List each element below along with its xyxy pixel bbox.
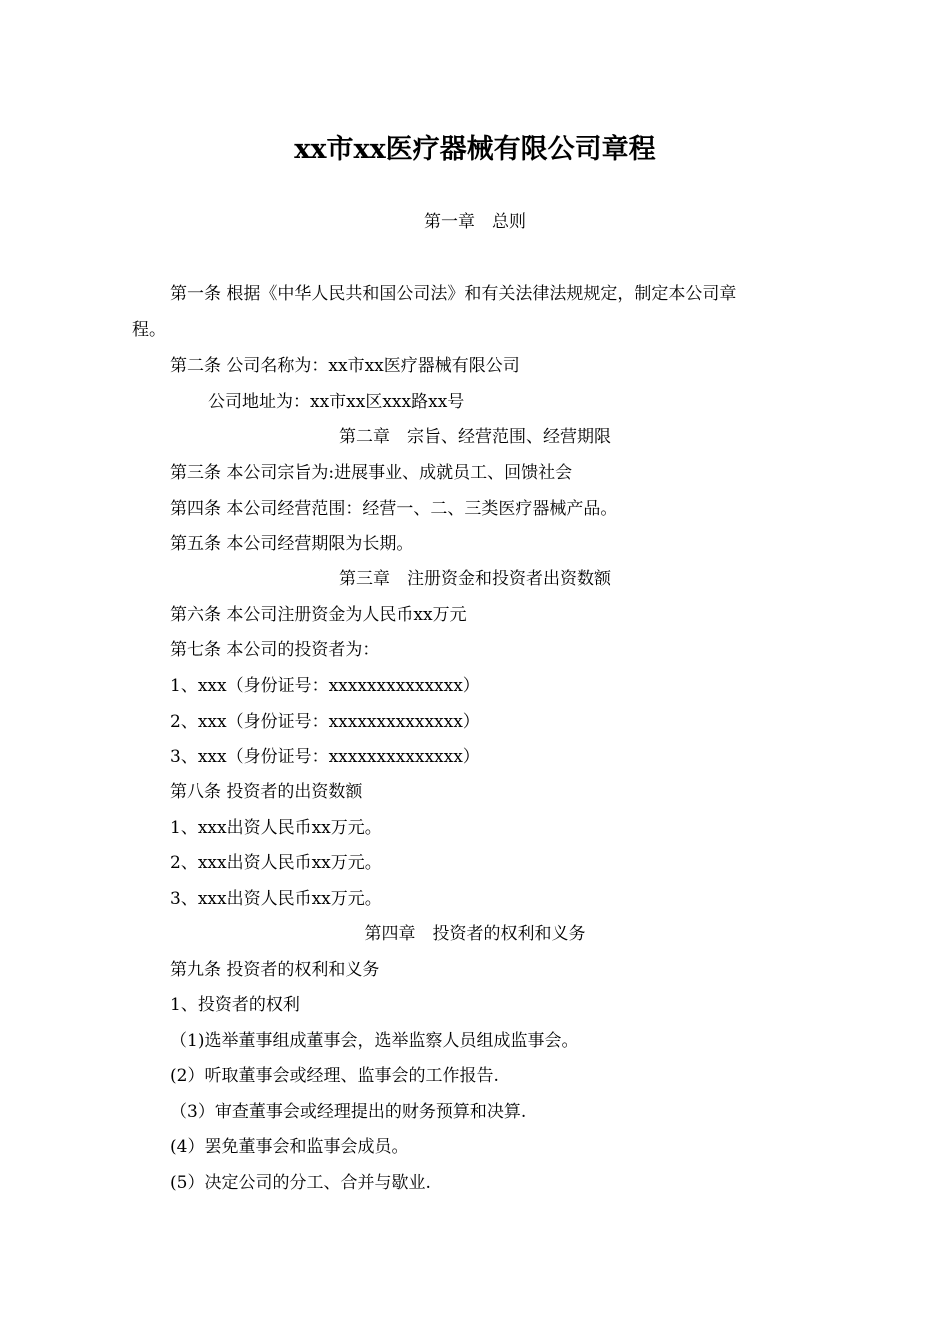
chapter-3-heading: 第三章 注册资金和投资者出资数额	[339, 569, 611, 589]
article-2: 第二条 公司名称为：xx市xx医疗器械有限公司	[170, 356, 520, 376]
document-title: xx市xx医疗器械有限公司章程	[294, 134, 656, 165]
article-8: 第八条 投资者的出资数额	[170, 782, 363, 802]
chapter-1-heading: 第一章 总则	[424, 212, 526, 232]
article-2-address: 公司地址为：xx市xx区xxx路xx号	[208, 392, 465, 412]
rights-item: (2）听取董事会或经理、监事会的工作报告.	[170, 1066, 499, 1086]
contribution-item: 3、xxx出资人民币xx万元。	[170, 889, 382, 909]
chapter-2-heading: 第二章 宗旨、经营范围、经营期限	[339, 427, 611, 447]
article-4: 第四条 本公司经营范围：经营一、二、三类医疗器械产品。	[170, 499, 618, 519]
article-7: 第七条 本公司的投资者为：	[170, 640, 380, 660]
investor-item: 3、xxx（身份证号：xxxxxxxxxxxxxx）	[170, 747, 480, 767]
article-9: 第九条 投资者的权利和义务	[170, 960, 380, 980]
rights-item: (5）决定公司的分工、合并与歇业.	[170, 1173, 431, 1193]
rights-item: (4）罢免董事会和监事会成员。	[170, 1137, 409, 1157]
contribution-item: 1、xxx出资人民币xx万元。	[170, 818, 382, 838]
article-1-line-1: 第一条 根据《中华人民共和国公司法》和有关法律法规规定，制定本公司章	[170, 284, 737, 304]
investor-item: 2、xxx（身份证号：xxxxxxxxxxxxxx）	[170, 712, 480, 732]
article-5: 第五条 本公司经营期限为长期。	[170, 534, 414, 554]
article-1-line-2: 程。	[132, 320, 166, 340]
article-3: 第三条 本公司宗旨为:进展事业、成就员工、回馈社会	[170, 463, 573, 483]
investor-item: 1、xxx（身份证号：xxxxxxxxxxxxxx）	[170, 676, 480, 696]
chapter-4-heading: 第四章 投资者的权利和义务	[364, 924, 586, 944]
contribution-item: 2、xxx出资人民币xx万元。	[170, 853, 382, 873]
rights-item: （1)选举董事组成董事会，选举监察人员组成监事会。	[170, 1031, 579, 1051]
rights-item: （3）审查董事会或经理提出的财务预算和决算.	[170, 1102, 527, 1122]
rights-heading: 1、投资者的权利	[170, 995, 300, 1015]
article-6: 第六条 本公司注册资金为人民币xx万元	[170, 605, 467, 625]
